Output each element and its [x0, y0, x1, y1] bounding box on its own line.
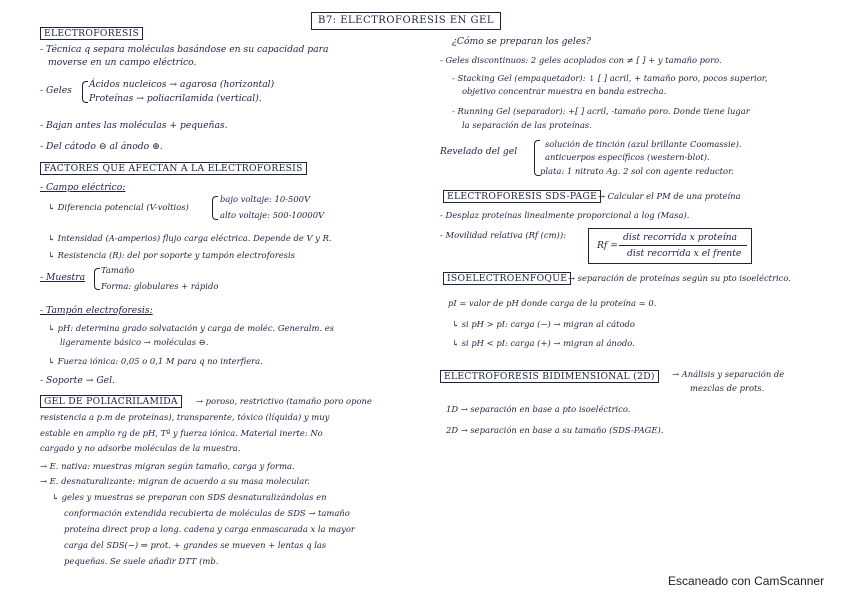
rf-denominator: dist recorrida x el frente — [627, 248, 742, 259]
line-ph-2: ligeramente básico → moléculas ⊖. — [60, 337, 209, 347]
line-tecnica: - Técnica q separa moléculas basándose en su capacidad para — [40, 44, 329, 55]
line-gel-b: resistencia a p.m de proteínas), transparente, tóxico (líquida) y muy — [40, 412, 330, 422]
muestra-brace — [94, 268, 100, 290]
line-bajan: - Bajan antes las moléculas + pequeñas. — [40, 120, 228, 131]
line-geles-discontinuos: - Geles discontinuos: 2 geles acoplados con ≠ [ ] + y tamaño poro. — [440, 55, 722, 65]
voltage-brace — [212, 196, 218, 220]
heading-factores: FACTORES QUE AFECTAN A LA ELECTROFORESIS — [40, 162, 307, 175]
line-ddp: ↳ Diferencia potencial (V-voltios) — [48, 202, 189, 212]
line-catodo: - Del cátodo ⊖ al ánodo ⊕. — [40, 141, 163, 152]
line-moverse: moverse en un campo eléctrico. — [48, 57, 197, 68]
line-campo: - Campo eléctrico: — [40, 182, 126, 193]
line-revelado-3: plata: 1 nitrato Ag. 2 sol con agente reductor. — [540, 166, 734, 176]
rf-numerator: dist recorrida x proteína — [623, 232, 738, 243]
rf-label: Rf = — [597, 240, 618, 251]
line-2d-mezclas: mezclas de prots. — [690, 383, 765, 393]
line-gel-a: → poroso, restrictivo (tamaño poro opone — [196, 396, 372, 406]
line-sds-calcular: → Calcular el PM de una proteína — [598, 191, 741, 201]
line-e-nativa: → E. nativa: muestras migran según tamaño, carga y forma. — [40, 461, 295, 471]
rf-formula-box — [588, 228, 752, 264]
line-intensidad: ↳ Intensidad (A-amperios) flujo carga eléctrica. Depende de V y R. — [48, 233, 332, 243]
line-e-desnaturalizante: → E. desnaturalizante: migran de acuerdo a su masa molecular. — [40, 476, 310, 486]
line-bajo-voltaje: bajo voltaje: 10-500V — [220, 194, 311, 204]
line-geles-acidos: Ácidos nucleicos → agarosa (horizontal) — [89, 79, 275, 90]
page-title: B7: ELECTROFORESIS EN GEL — [311, 12, 501, 30]
line-desnat-5: pequeñas. Se suele añadir DTT (mb. — [64, 556, 219, 566]
line-pi-def: pI = valor de pH donde carga de la proteína = 0. — [448, 298, 657, 308]
line-iso-separacion: → separación de proteínas según su pto isoeléctrico. — [568, 273, 791, 283]
line-tampon: - Tampón electroforesis: — [40, 305, 153, 316]
heading-isoelectroenfoque: ISOELECTROENFOQUE — [443, 272, 571, 285]
line-pi-menor: ↳ si pH < pI: carga (+) → migran al ánodo. — [452, 338, 635, 348]
line-desnat-2: conformación extendida recubierta de moléculas de SDS → tamaño — [64, 508, 350, 518]
line-stacking-2: objetivo concentrar muestra en banda estrecha. — [462, 86, 667, 96]
line-desnat-4: carga del SDS(−) ⇒ prot. + grandes se mueven + lentas q las — [64, 540, 327, 550]
line-running-2: la separación de las proteínas. — [462, 120, 592, 130]
line-geles-label: - Geles — [40, 85, 72, 96]
heading-gel-poliacrilamida: GEL DE POLIACRILAMIDA — [40, 395, 182, 408]
heading-sds-page: ELECTROFORESIS SDS-PAGE — [443, 190, 601, 203]
line-revelado-2: anticuerpos específicos (western-blot). — [545, 152, 710, 162]
line-fuerza-ionica: ↳ Fuerza iónica: 0,05 o 0,1 M para q no interfiera. — [48, 356, 263, 366]
line-soporte: - Soporte → Gel. — [40, 375, 115, 386]
fraction-bar — [619, 245, 747, 246]
line-1d: 1D → separación en base a pto isoeléctrico. — [446, 404, 631, 414]
line-forma: Forma: globulares + rápido — [101, 281, 219, 291]
geles-brace — [82, 81, 88, 103]
camscanner-watermark: Escaneado con CamScanner — [668, 574, 825, 588]
line-revelado-label: Revelado del gel — [440, 146, 518, 157]
line-movilidad: - Movilidad relativa (Rf (cm)): — [440, 230, 566, 240]
line-pi-mayor: ↳ si pH > pI: carga (−) → migran al cátodo — [452, 319, 635, 329]
heading-electroforesis: ELECTROFORESIS — [40, 27, 143, 40]
line-stacking-1: - Stacking Gel (empaquetador): ↓ [ ] acril, + tamaño poro, pocos superior, — [452, 73, 768, 83]
line-muestra: - Muestra — [40, 272, 86, 283]
line-geles-proteinas: Proteínas → poliacrilamida (vertical). — [89, 93, 262, 104]
line-gel-c: estable en amplio rg de pH, Tª y fuerza iónica. Material inerte: No — [40, 428, 323, 438]
line-gel-d: cargado y no adsorbe moléculas de la muestra. — [40, 443, 241, 453]
line-desnat-1: ↳ geles y muestras se preparan con SDS desnaturalizándolas en — [52, 492, 327, 502]
heading-bidimensional: ELECTROFORESIS BIDIMENSIONAL (2D) — [440, 370, 659, 383]
line-2d-analisis: → Análisis y separación de — [672, 369, 785, 379]
line-alto-voltaje: alto voltaje: 500-10000V — [220, 210, 325, 220]
line-desplaz: - Desplaz proteínas linealmente proporcional a log (Masa). — [440, 210, 690, 220]
line-2d: 2D → separación en base a su tamaño (SDS-PAGE). — [446, 425, 664, 435]
line-resistencia: ↳ Resistencia (R): del por soporte y tampón electroforesis — [48, 250, 295, 260]
line-tamano: Tamaño — [101, 265, 135, 275]
line-running-1: - Running Gel (separador): +[ ] acril, -tamaño poro. Donde tiene lugar — [452, 106, 750, 116]
line-como-preparan: ¿Cómo se preparan los geles? — [452, 36, 591, 47]
line-desnat-3: proteína direct prop a long. cadena y carga enmascarada x la mayor — [64, 524, 355, 534]
line-ph-1: ↳ pH: determina grado solvatación y carga de moléc. Generalm. es — [48, 323, 335, 333]
line-revelado-1: solución de tinción (azul brillante Coomassie). — [545, 139, 742, 149]
